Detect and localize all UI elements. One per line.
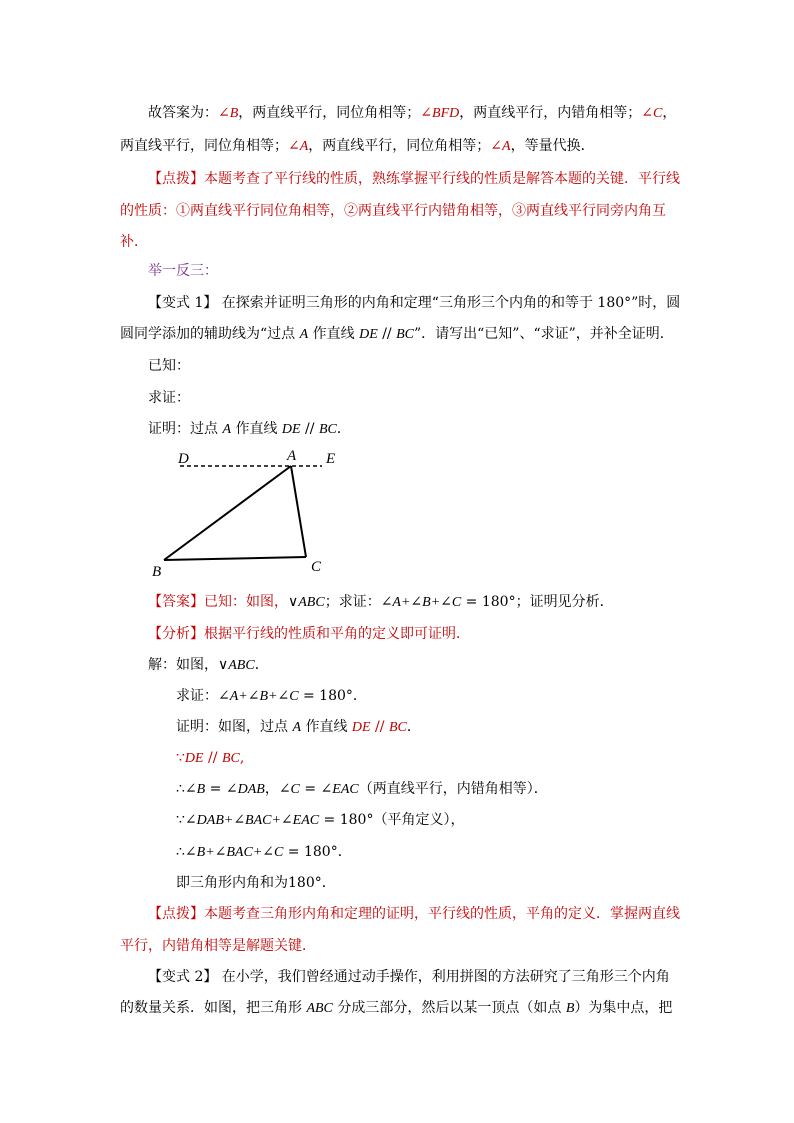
text-run: ， bbox=[264, 781, 279, 797]
text-run: 分成三部分，然后以某一顶点（如点 bbox=[332, 1000, 566, 1016]
text-run: ∠BFD bbox=[420, 106, 460, 121]
text-run: BC bbox=[221, 751, 240, 766]
solution-step-0 bbox=[148, 655, 269, 676]
solution-step-6 bbox=[176, 842, 352, 863]
text-run: , bbox=[239, 750, 245, 766]
text-run: ∵ bbox=[176, 750, 185, 766]
text-run: 180° bbox=[288, 875, 322, 891]
text-run: 圆同学添加的辅助线为“过点 bbox=[120, 326, 300, 342]
tip-line-2 bbox=[120, 201, 666, 221]
answer-line bbox=[148, 592, 614, 613]
text-run: 证明：过点 bbox=[148, 421, 223, 437]
text-run: 求证： bbox=[176, 688, 218, 704]
text-run: A bbox=[222, 422, 232, 437]
text-run: // bbox=[377, 326, 397, 342]
text-run: B bbox=[565, 1001, 575, 1016]
solution-step-3 bbox=[176, 748, 244, 769]
tip2-line-1 bbox=[148, 904, 680, 924]
text-run: DE bbox=[281, 422, 301, 437]
text-run: BC bbox=[388, 720, 407, 735]
text-run: ，两直线平行，内错角相等； bbox=[459, 105, 642, 121]
text-run: （两直线平行，内错角相等）． bbox=[358, 781, 548, 797]
text-run: = bbox=[299, 781, 321, 797]
text-run: = bbox=[205, 781, 226, 797]
text-run: 【变式 1】 在探索并证明三角形的内角和定理“三角形三个内角的和等于 180°”时，圆 bbox=[148, 295, 681, 311]
text-run: DE bbox=[184, 751, 204, 766]
text-run: ，等量代换． bbox=[510, 138, 595, 154]
text-run: = 180°． bbox=[298, 688, 367, 704]
label-e: E bbox=[326, 451, 336, 467]
proof-line bbox=[148, 419, 351, 440]
variant2-line-2 bbox=[120, 998, 672, 1019]
text-run: DE bbox=[351, 720, 371, 735]
text-run: 的数量关系．如图，把三角形 bbox=[120, 1000, 307, 1016]
text-run: = 180°． bbox=[283, 844, 352, 860]
side-bc bbox=[164, 557, 306, 560]
solution-step-1 bbox=[176, 686, 367, 707]
text-run: 即三角形内角和为 bbox=[176, 875, 288, 891]
text-run: 【分析】根据平行线的性质和平角的定义即可证明． bbox=[148, 626, 470, 642]
text-run: 【点拨】本题考查了平行线的性质，熟练掌握平行线的性质是解答本题的关键．平行线 bbox=[148, 171, 680, 187]
text-run: 已知： bbox=[148, 358, 190, 374]
side-ab bbox=[164, 466, 291, 560]
text-run: DE bbox=[359, 327, 378, 342]
text-run: // bbox=[370, 719, 389, 735]
text-run: ∨ABC bbox=[218, 658, 255, 673]
text-run: ． bbox=[336, 421, 351, 437]
text-run: 【答案】已知：如图， bbox=[148, 594, 288, 610]
text-run: 【变式 2】 在小学，我们曾经通过动手操作，利用拼图的方法研究了三角形三个内角 bbox=[148, 969, 670, 985]
text-run: ∠C bbox=[641, 106, 663, 121]
variant1-line-2 bbox=[120, 324, 674, 345]
solution-step-5 bbox=[176, 810, 464, 831]
label-d: D bbox=[178, 451, 189, 467]
variant1-line-1 bbox=[148, 293, 680, 313]
text-run: 作直线 bbox=[308, 326, 360, 342]
text-run: ∠B bbox=[184, 782, 206, 797]
text-run: ∴ bbox=[176, 781, 185, 797]
text-run: 作直线 bbox=[231, 421, 282, 437]
text-run: ∵ bbox=[176, 812, 185, 828]
text-run: ∠A bbox=[490, 139, 511, 154]
text-run: 故答案为： bbox=[148, 105, 218, 121]
text-run: ，两直线平行，同位角相等； bbox=[308, 138, 491, 154]
text-run: 补． bbox=[120, 234, 148, 250]
text-run: 【点拨】本题考查三角形内角和定理的证明，平行线的性质，平角的定义．掌握两直线 bbox=[148, 906, 680, 922]
text-run: ∠B bbox=[218, 106, 239, 121]
prove-label bbox=[148, 388, 190, 408]
analysis-line bbox=[148, 624, 470, 644]
variant2-line-1 bbox=[148, 967, 670, 987]
text-run: ∠A+∠B+∠C bbox=[218, 689, 299, 704]
text-run: ∠B+∠BAC+∠C bbox=[184, 845, 284, 860]
text-run: ∠DAB+∠BAC+∠EAC bbox=[184, 813, 320, 828]
tip-line-1 bbox=[148, 169, 680, 189]
text-run: A bbox=[299, 327, 309, 342]
text-run: 作直线 bbox=[301, 719, 352, 735]
section-heading bbox=[148, 261, 218, 281]
text-run: ，两直线平行，同位角相等； bbox=[238, 105, 421, 121]
answer-summary-line-1 bbox=[148, 103, 676, 124]
text-run: ABC bbox=[306, 1001, 333, 1016]
text-run: // bbox=[300, 421, 319, 437]
text-run: ∠C bbox=[278, 782, 300, 797]
tip-line-3 bbox=[120, 232, 148, 252]
label-a: A bbox=[287, 448, 297, 464]
solution-step-2 bbox=[176, 717, 421, 738]
text-run: 求证： bbox=[148, 390, 190, 406]
solution-step-7 bbox=[176, 873, 336, 893]
text-run: BC bbox=[396, 327, 414, 342]
triangle-figure bbox=[150, 445, 350, 580]
text-run: ；求证： bbox=[324, 594, 381, 610]
text-run: ， bbox=[662, 105, 677, 121]
text-run: 举一反三： bbox=[148, 263, 218, 279]
answer-summary-line-2 bbox=[120, 136, 595, 157]
text-run: = 180°（平角定义）， bbox=[319, 812, 465, 828]
text-run: BC bbox=[318, 422, 337, 437]
text-run: 证明：如图，过点 bbox=[176, 719, 293, 735]
solution-step-4 bbox=[176, 779, 548, 800]
text-run: ”．请写出“已知”、“求证”，并补全证明． bbox=[413, 326, 674, 342]
text-run: ∠DAB bbox=[225, 782, 265, 797]
text-run: ． bbox=[406, 719, 421, 735]
text-run: ∠A+∠B+∠C bbox=[380, 595, 462, 610]
text-run: ． bbox=[321, 875, 336, 891]
text-run: 两直线平行，同位角相等； bbox=[120, 138, 288, 154]
text-run: // bbox=[203, 750, 222, 766]
text-run: ∠A bbox=[288, 139, 309, 154]
text-run: ． bbox=[254, 657, 269, 673]
side-ac bbox=[291, 466, 306, 557]
text-run: 的性质：①两直线平行同位角相等，②两直线平行内错角相等，③两直线平行同旁内角互 bbox=[120, 203, 666, 219]
label-c: C bbox=[311, 559, 322, 575]
text-run: ∠EAC bbox=[320, 782, 359, 797]
text-run: ）为集中点，把 bbox=[574, 1000, 673, 1016]
text-run: ∨ABC bbox=[288, 595, 325, 610]
text-run: A bbox=[292, 720, 302, 735]
known-label bbox=[148, 356, 190, 376]
text-run: ∴ bbox=[176, 844, 185, 860]
label-b: B bbox=[152, 564, 162, 580]
text-run: 解：如图， bbox=[148, 657, 218, 673]
text-run: = 180°；证明见分析． bbox=[461, 594, 614, 610]
tip2-line-2 bbox=[120, 936, 316, 956]
text-run: 平行，内错角相等是解题关键． bbox=[120, 938, 316, 954]
